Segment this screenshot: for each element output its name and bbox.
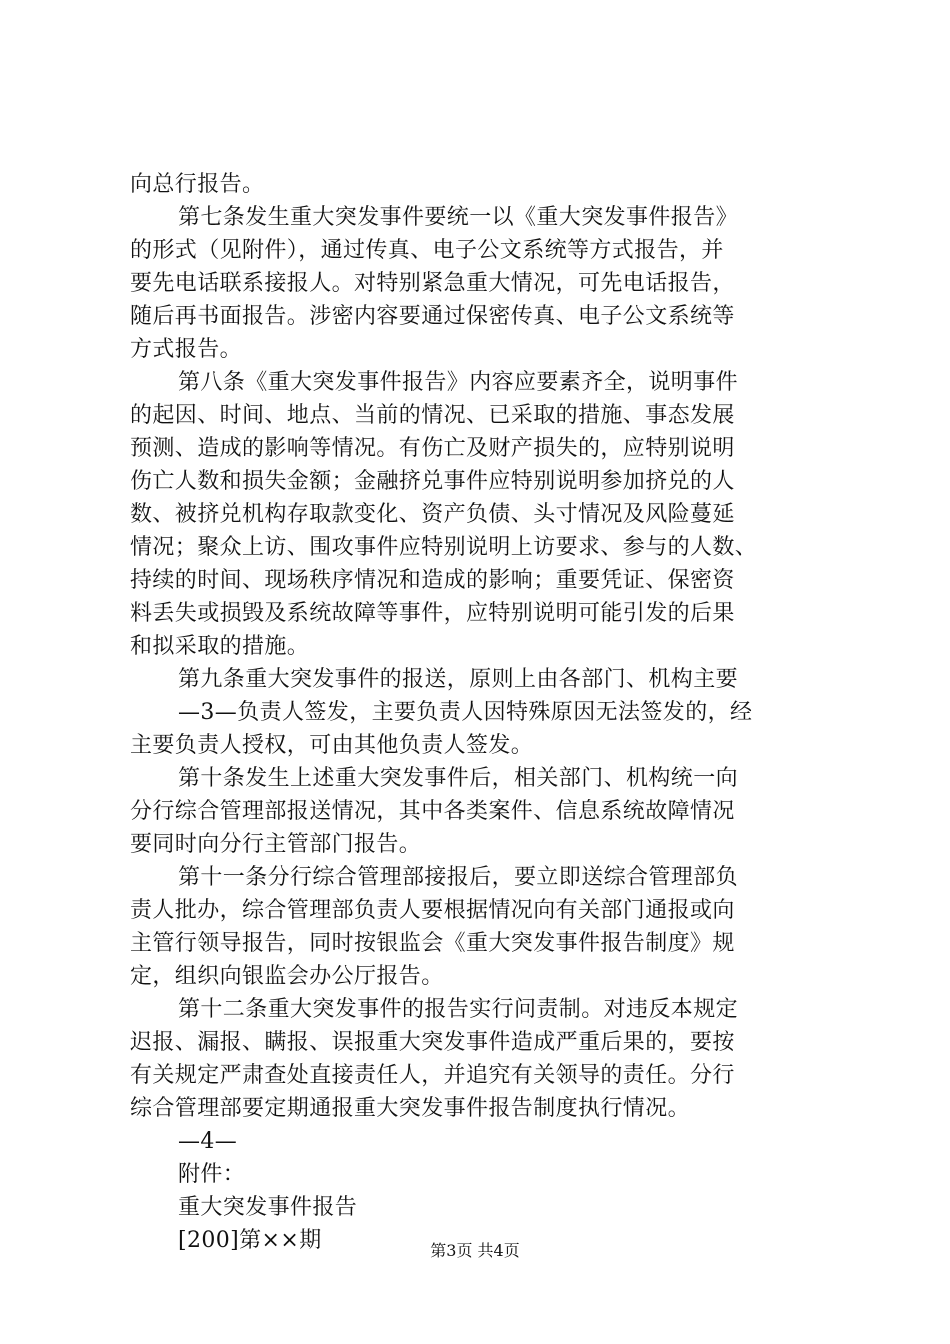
text-line: —3—负责人签发，主要负责人因特殊原因无法签发的，经 [178, 700, 753, 725]
text-line: 持续的时间、现场秩序情况和造成的影响；重要凭证、保密资 [130, 568, 735, 593]
text-line: 料丢失或损毁及系统故障等事件，应特别说明可能引发的后果 [130, 601, 735, 626]
text-line: 主管行领导报告，同时按银监会《重大突发事件报告制度》规 [130, 931, 735, 956]
text-line: 第八条《重大突发事件报告》内容应要素齐全，说明事件 [178, 370, 739, 395]
text-line: 的起因、时间、地点、当前的情况、已采取的措施、事态发展 [130, 403, 735, 428]
attachment-title: 重大突发事件报告 [178, 1195, 358, 1220]
text-line: 第七条发生重大突发事件要统一以《重大突发事件报告》 [178, 205, 739, 230]
text-line: 方式报告。 [130, 337, 243, 362]
text-line: 要同时向分行主管部门报告。 [130, 832, 422, 857]
attachment-label: 附件： [178, 1162, 246, 1187]
text-line: 和拟采取的措施。 [130, 634, 310, 659]
text-line: 定，组织向银监会办公厅报告。 [130, 964, 444, 989]
text-line: 数、被挤兑机构存取款变化、资产负债、头寸情况及风险蔓延 [130, 502, 735, 527]
text-line: 伤亡人数和损失金额；金融挤兑事件应特别说明参加挤兑的人 [130, 469, 735, 494]
text-line: 分行综合管理部报送情况，其中各类案件、信息系统故障情况 [130, 799, 735, 824]
page-marker: —4— [178, 1129, 238, 1154]
text-line: 要先电话联系接报人。对特别紧急重大情况，可先电话报告， [130, 271, 735, 296]
text-line: 有关规定严肃查处直接责任人，并追究有关领导的责任。分行 [130, 1063, 735, 1088]
page-footer [0, 1240, 950, 1262]
text-line: 情况；聚众上访、围攻事件应特别说明上访要求、参与的人数、 [130, 535, 758, 560]
text-line: 预测、造成的影响等情况。有伤亡及财产损失的，应特别说明 [130, 436, 735, 461]
text-line: 责人批办，综合管理部负责人要根据情况向有关部门通报或向 [130, 898, 735, 923]
text-line: 主要负责人授权，可由其他负责人签发。 [130, 733, 534, 758]
text-line: 迟报、漏报、瞒报、误报重大突发事件造成严重后果的，要按 [130, 1030, 735, 1055]
page-number-label: 第3页 共4页 [430, 1241, 520, 1260]
text-line: 第十条发生上述重大突发事件后，相关部门、机构统一向 [178, 766, 739, 791]
text-line: 随后再书面报告。涉密内容要通过保密传真、电子公文系统等 [130, 304, 735, 329]
issue-number: [200]第××期 [178, 1228, 322, 1253]
document-body [130, 168, 830, 1257]
text-line: 第十一条分行综合管理部接报后，要立即送综合管理部负 [178, 865, 739, 890]
text-line: 第九条重大突发事件的报送，原则上由各部门、机构主要 [178, 667, 739, 692]
text-line: 综合管理部要定期通报重大突发事件报告制度执行情况。 [130, 1096, 691, 1121]
text-line: 的形式（见附件），通过传真、电子公文系统等方式报告，并 [130, 238, 724, 263]
text-line: 第十二条重大突发事件的报告实行问责制。对违反本规定 [178, 997, 739, 1022]
text-line: 向总行报告。 [130, 172, 265, 197]
